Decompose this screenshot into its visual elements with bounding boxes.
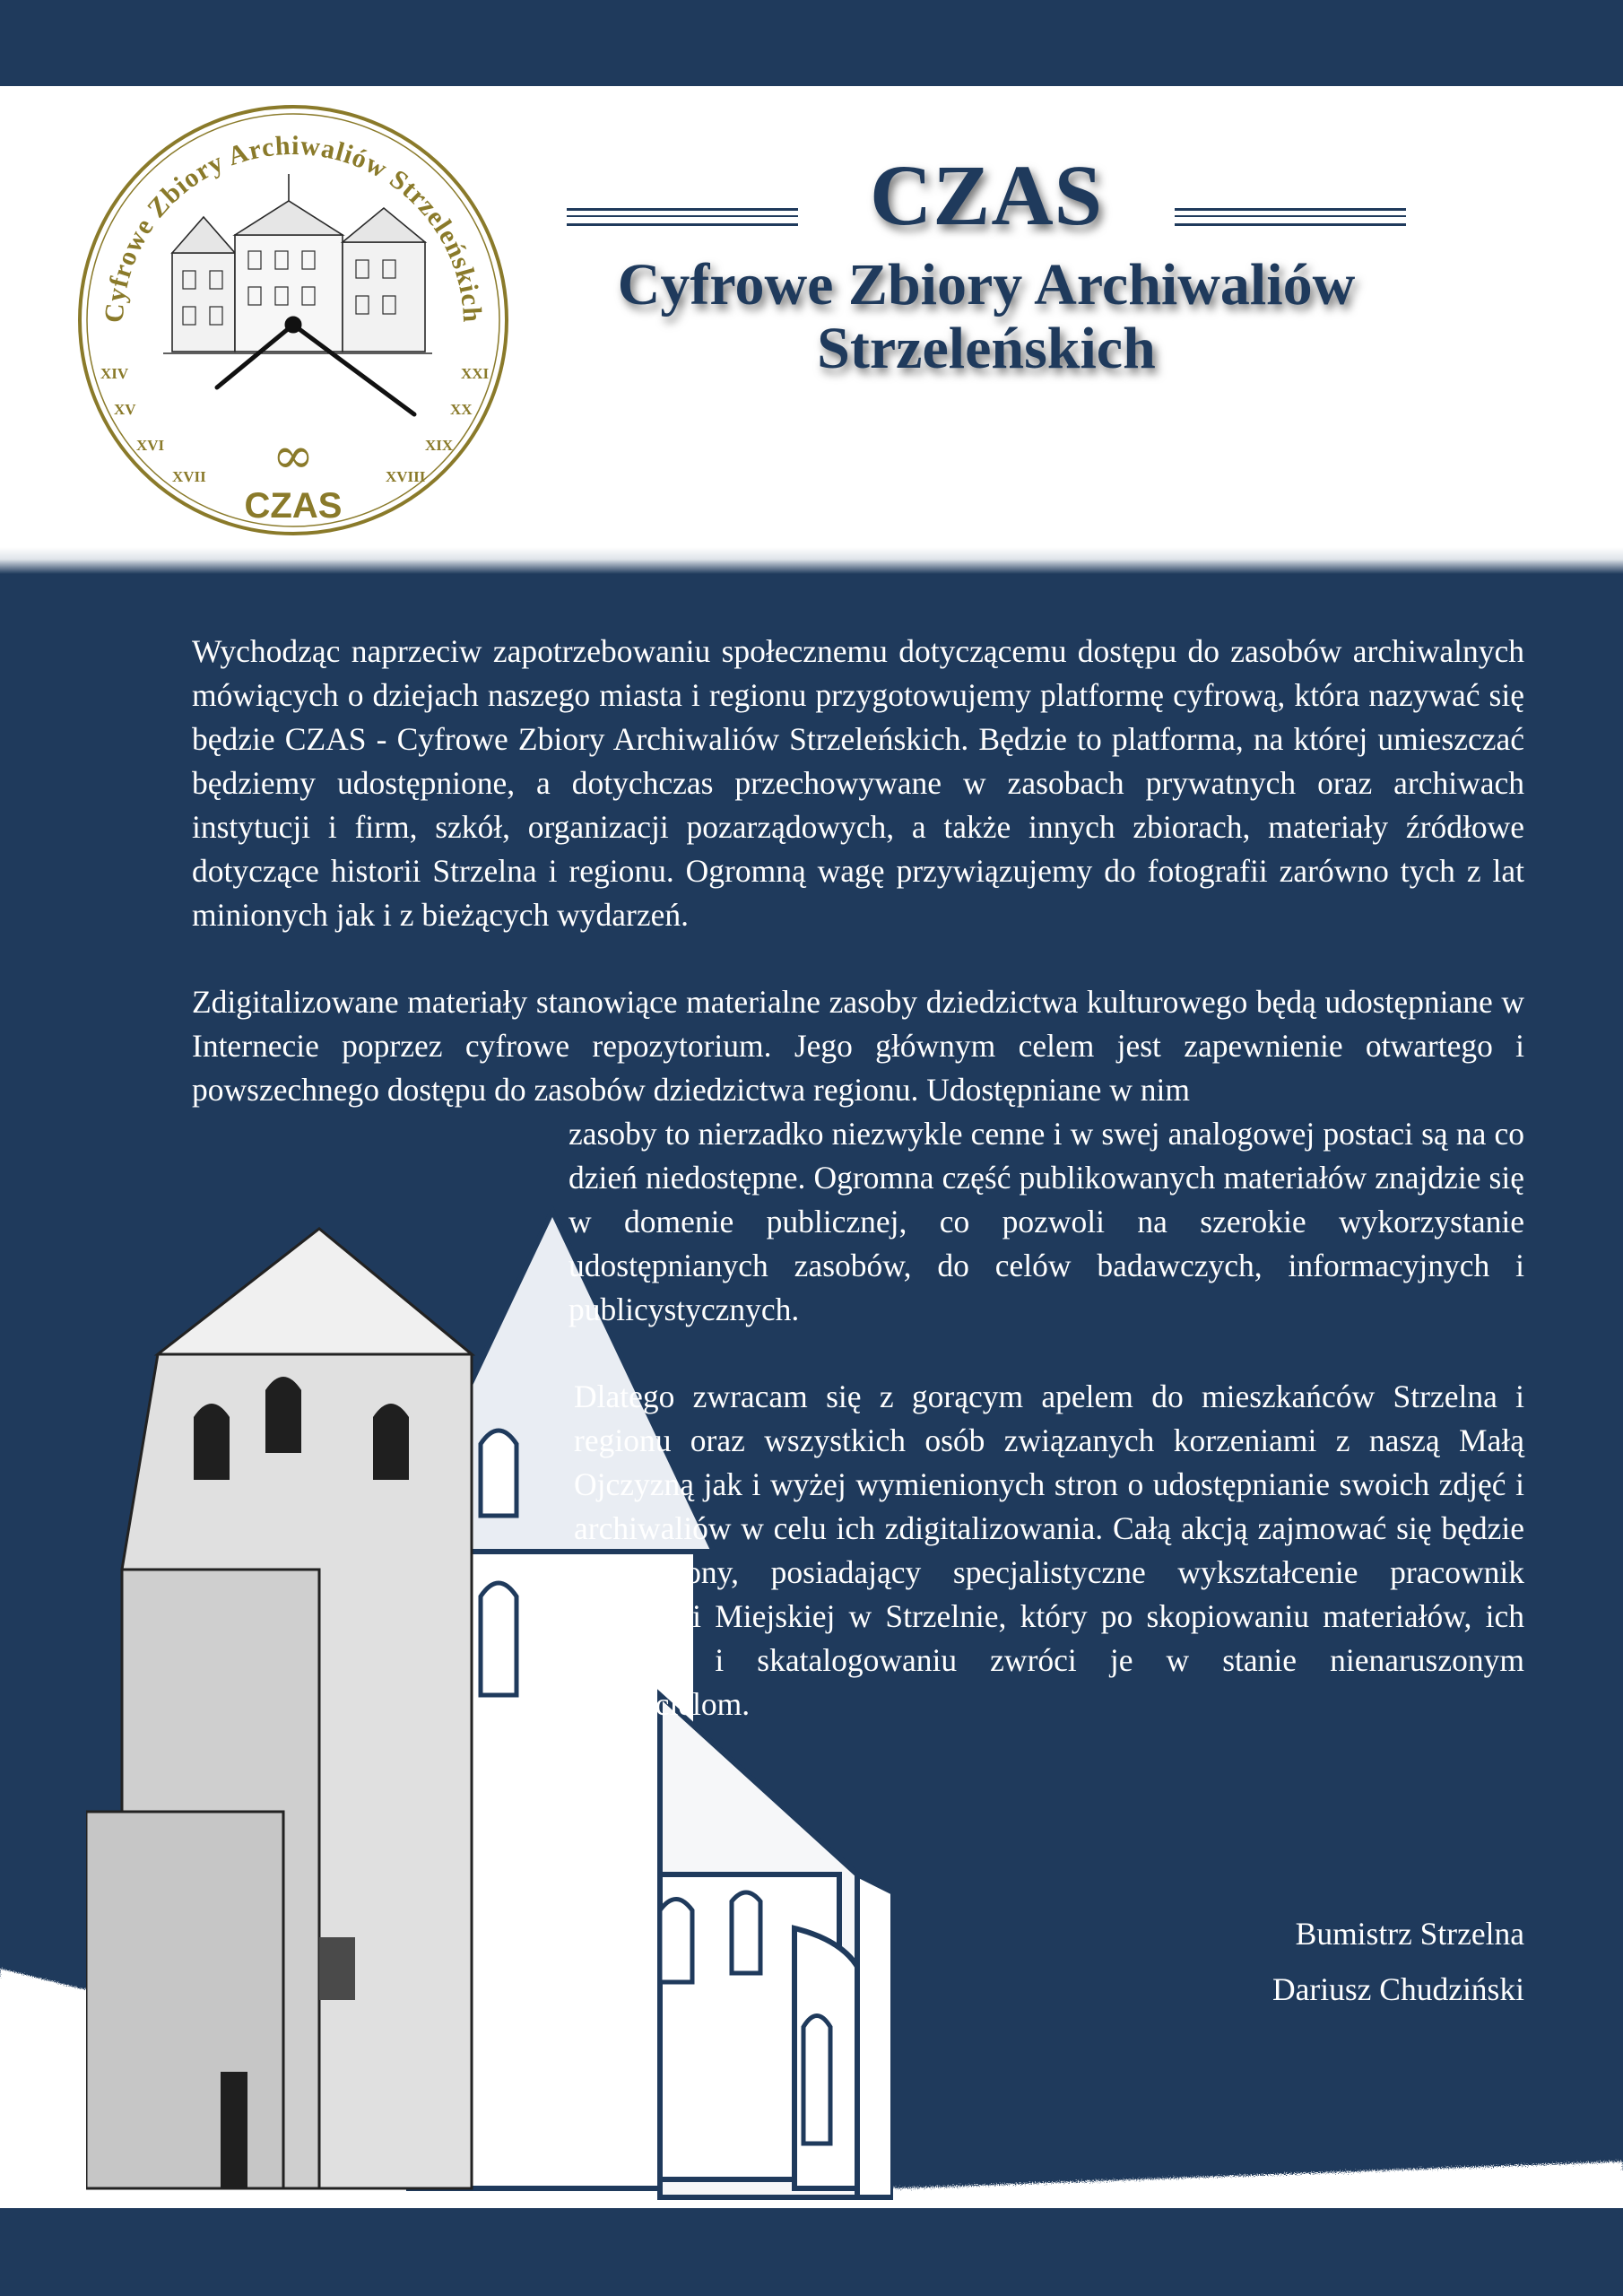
numeral: XVII	[172, 468, 206, 485]
paragraph-text: Dlatego zwracam się z gorącym apelem do mieszkańców Strzelna i regionu oraz wszystkich osób związanych korzeniami z naszą Małą Ojczyzną jak i wyżej wymienionych stron o udostępnianie swoich zdjęć i archiwaliów w celu ich zdigitalizowania. Całą akcją zajmować się będzie wyznaczony, posiadający specjalistyczne wykształcenie pracownik Biblioteki Miejskiej w Strzelnie, który po skopiowaniu materiałów, ich opisaniu i skatalogowaniu zwróci je w stanie nienaruszonym właścicielom.	[574, 1378, 1524, 1722]
signature-role: Bumistrz Strzelna	[1295, 1916, 1524, 1952]
numeral: XIV	[100, 365, 129, 382]
numeral: XVI	[136, 437, 165, 454]
body-paragraph-1	[192, 630, 1524, 937]
page-subtitle	[538, 253, 1435, 381]
infinity-icon: ∞	[272, 427, 315, 485]
numeral: XIX	[425, 437, 454, 454]
bottom-band	[0, 2208, 1623, 2296]
paragraph-text: Wychodząc naprzeciw zapotrzebowaniu społecznemu dotyczącemu dostępu do zasobów archiwalnych mówiących o dziejach naszego miasta i regionu przygotowujemy platformę cyfrową, która nazywać się będzie CZAS - Cyfrowe Zbiory Archiwaliów Strzeleńskich. Będzie to platforma, na której umieszczać będziemy udostępnione, a dotychczas przechowywane w zasobach prywatnych oraz archiwach instytucji i firm, szkół, organizacji pozarządowych, a także innych zbiorach, materiały źródłowe dotyczące historii Strzelna i regionu. Ogromną wagę przywiązujemy do fotografii zarówno tych z lat minionych jak i z bieżących wydarzeń.	[192, 633, 1524, 933]
signature-name: Dariusz Chudziński	[1271, 1971, 1524, 2007]
logo-bottom-label: CZAS	[244, 486, 343, 526]
signature-block	[1272, 1906, 1524, 2017]
paragraph-text: Zdigitalizowane materiały stanowiące materialne zasoby dziedzictwa kulturowego będą udostępniane w Internecie poprzez cyfrowe repozytorium. Jego głównym celem jest zapewnienie otwartego i powszechnego dostępu do zasobów dziedzictwa regionu. Udostępniane w nim	[192, 984, 1524, 1108]
czas-logo	[74, 100, 513, 540]
body-paragraph-2	[192, 980, 1524, 1332]
numeral: XX	[450, 401, 473, 418]
header-fringe	[0, 547, 1623, 574]
page-title: CZAS	[869, 147, 1104, 243]
body-paragraph-3	[574, 1375, 1524, 1726]
paragraph-text-indented: zasoby to nierzadko niezwykle cenne i w swej analogowej postaci są na co dzień niedostępne. Ogromna część publikowanych materiałów znajdzie się w domenie publicznej, co pozwoli na szerokie wykorzystanie udostępnianych zasobów, do celów badawczych, informacyjnych i publicystycznych.	[568, 1116, 1524, 1327]
numeral: XXI	[461, 365, 490, 382]
numeral: XV	[114, 401, 136, 418]
title-block	[538, 147, 1435, 382]
numeral: XVIII	[386, 468, 426, 485]
subtitle-line-1: Cyfrowe Zbiory Archiwaliów	[617, 252, 1356, 317]
logo-ring-text: Cyfrowe Zbiory Archiwaliów Strzeleńskich	[99, 130, 488, 324]
subtitle-line-2: Strzeleńskich	[817, 316, 1156, 382]
